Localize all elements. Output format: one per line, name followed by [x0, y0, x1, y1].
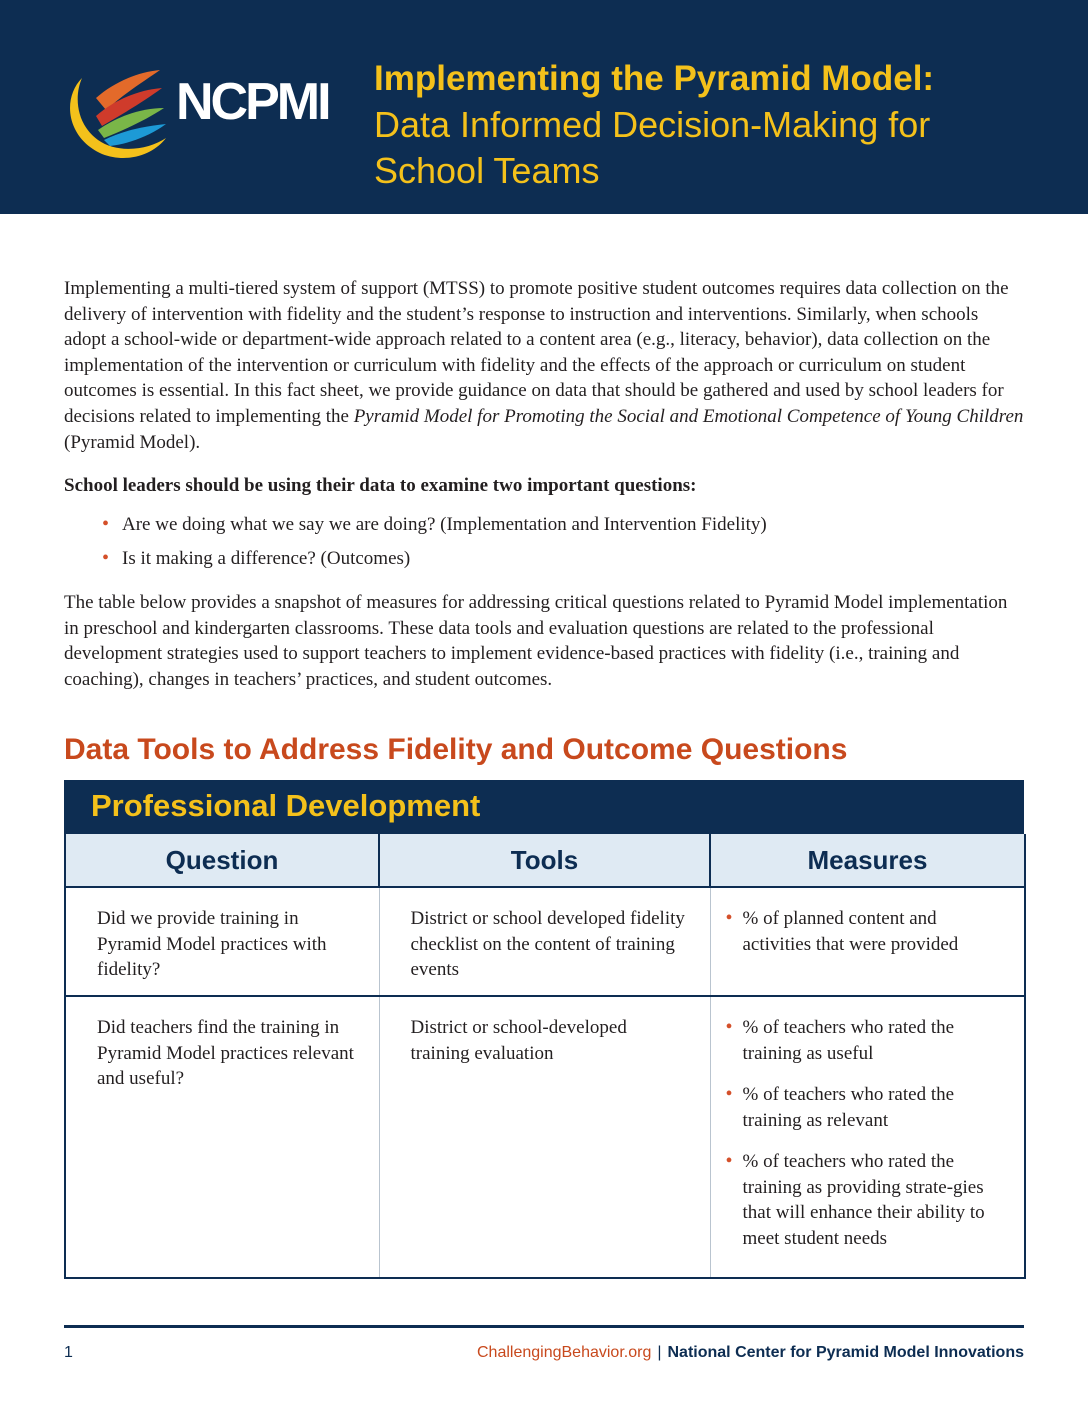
table-caption: Professional Development [91, 788, 481, 823]
measure-text: % of teachers who rated the training as relevant [742, 1084, 955, 1131]
table-row [65, 996, 1025, 1278]
footer-organization: National Center for Pyramid Model Innovations [667, 1344, 1024, 1361]
measures-cell [710, 887, 1025, 996]
question-text: Are we doing what we say we are doing? (Implementation and Intervention Fidelity) [122, 514, 767, 536]
question-text: Is it making a difference? (Outcomes) [122, 548, 411, 570]
title-block [374, 56, 1074, 194]
list-item [725, 906, 1005, 957]
list-item [725, 1082, 1005, 1133]
bullet-icon: • [102, 547, 110, 570]
measures-list [725, 906, 1005, 957]
professional-development-table [64, 780, 1024, 1263]
footer-divider [64, 1325, 1024, 1328]
key-questions-list [64, 512, 1024, 571]
lead-statement: School leaders should be using their data to examine two important questions: [64, 475, 697, 497]
intro-content [64, 276, 1024, 767]
footer-credits [477, 1344, 1024, 1362]
snapshot-paragraph: The table below provides a snapshot of measures for addressing critical questions related to Pyramid Model implementation in preschool and kindergarten classrooms. These data tools and evaluation questions are related to the professional development strategies used to support teachers to implement evidence-based practices with fidelity (i.e., training and coaching), changes in teachers’ practices, and student outcomes. [64, 592, 1008, 690]
list-item [102, 546, 1024, 571]
logo-wordmark: NCPMI [176, 73, 329, 131]
page-subtitle: Data Informed Decision-Making for School Teams [374, 104, 931, 191]
page-number: 1 [64, 1344, 73, 1361]
table-header-row [65, 834, 1025, 887]
intro-text-a: Implementing a multi-tiered system of support (MTSS) to promote positive student outcomes requires data collection on the delivery of intervention with fidelity and the student’s response to instruction and interventions. Similarly, when schools adopt a school-wide or department-wide approach related to a content area (e.g., literacy, behavior), data collection on the implementation of the intervention or curriculum with fidelity and the effects of the approach or curriculum on student outcomes is essential. In this fact sheet, we provide guidance on data that should be gathered and used by school leaders for decisions related to implementing the [64, 278, 1009, 427]
list-item [102, 512, 1024, 537]
bullet-icon: • [725, 907, 733, 929]
tools-cell: District or school developed fidelity checklist on the content of training events [379, 887, 710, 996]
footer-site-link[interactable]: ChallengingBehavior.org [477, 1344, 652, 1361]
measure-text: % of teachers who rated the training as providing strate-gies that will enhance their ability to meet student needs [742, 1151, 985, 1249]
logo-swirl-icon [62, 58, 172, 168]
list-item [725, 1149, 1005, 1251]
table-row [65, 887, 1025, 996]
measure-text: % of teachers who rated the training as useful [742, 1017, 955, 1064]
intro-text-italic: Pyramid Model for Promoting the Social and Emotional Competence of Young Children [353, 405, 1024, 427]
page-title: Implementing the Pyramid Model: [374, 59, 935, 98]
bullet-icon: • [102, 513, 110, 536]
question-cell: Did we provide training in Pyramid Model practices with fidelity? [65, 887, 379, 996]
question-cell: Did teachers find the training in Pyramid Model practices relevant and useful? [65, 996, 379, 1278]
tools-cell: District or school-developed training evaluation [379, 996, 710, 1278]
measure-text: % of planned content and activities that were provided [742, 908, 959, 955]
header-banner [0, 0, 1088, 214]
table-caption-bar [64, 780, 1024, 834]
bullet-icon: • [725, 1150, 733, 1172]
intro-text-b: (Pyramid Model). [64, 431, 201, 453]
list-item [725, 1015, 1005, 1066]
section-heading: Data Tools to Address Fidelity and Outcome Questions [64, 732, 848, 766]
column-header-question: Question [65, 834, 379, 887]
footer-separator: | [657, 1344, 662, 1361]
data-tools-table [64, 834, 1026, 1279]
measures-cell [710, 996, 1025, 1278]
measures-list [725, 1015, 1005, 1251]
column-header-tools: Tools [379, 834, 710, 887]
intro-paragraph [64, 276, 1024, 455]
bullet-icon: • [725, 1083, 733, 1105]
ncpmi-logo [62, 58, 342, 168]
column-header-measures: Measures [710, 834, 1025, 887]
bullet-icon: • [725, 1016, 733, 1038]
